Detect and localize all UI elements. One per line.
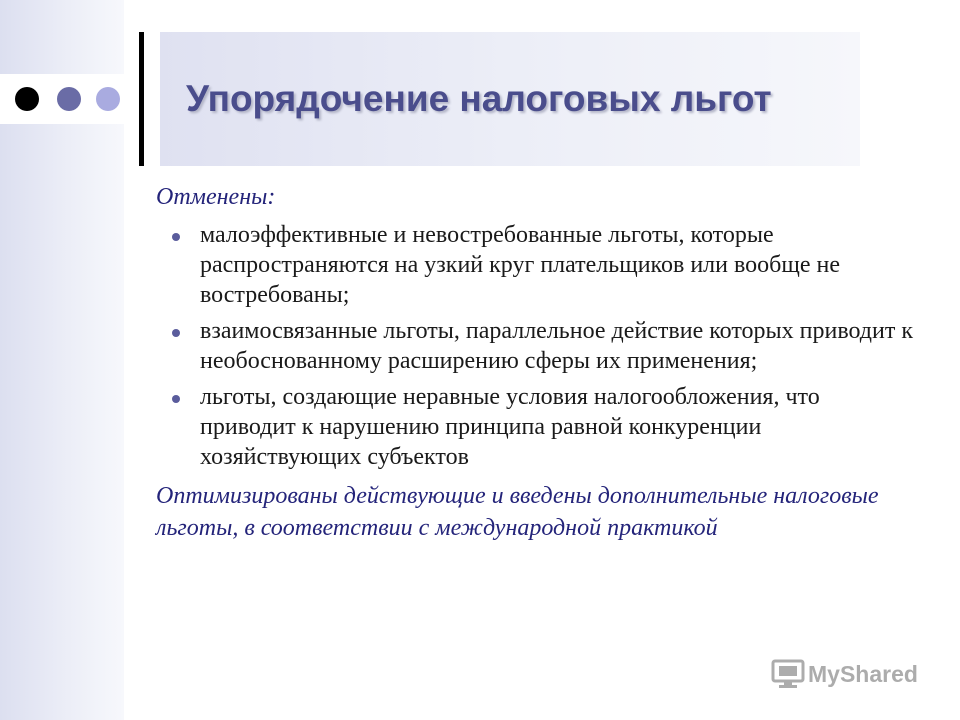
bullet-list <box>156 220 916 472</box>
watermark-text: MyShared <box>808 660 918 687</box>
closing-statement: Оптимизированы действующие и введены дополнительные налоговые льготы, в соответствии с международной практикой <box>156 483 879 541</box>
bullet-text: взаимосвязанные льготы, параллельное действие которых приводит к необоснованному расширению сферы их применения; <box>200 318 914 374</box>
bullet-text: малоэффективные и невостребованные льготы, которые распространяются на узкий круг плательщиков или вообще не востребованы; <box>200 222 840 308</box>
bullet-item <box>156 316 916 376</box>
decor-dot-black <box>15 87 39 111</box>
slide-content <box>156 182 916 544</box>
bullet-dot-icon <box>172 329 180 337</box>
decor-dot-light <box>96 87 120 111</box>
section-heading: Отменены: <box>156 184 276 210</box>
title-divider-line <box>139 32 144 166</box>
decor-dot-medium <box>57 87 81 111</box>
bullet-dot-icon <box>172 395 180 403</box>
slide-title: Упорядочение налоговых льгот <box>186 78 772 119</box>
watermark <box>770 655 918 693</box>
bullet-dot-icon <box>172 233 180 241</box>
monitor-logo-icon <box>770 656 806 692</box>
bullet-text: льготы, создающие неравные условия налогообложения, что приводит к нарушению принципа равной конкуренции хозяйствующих субъектов <box>200 384 820 470</box>
bullet-item <box>156 382 916 472</box>
bullet-item <box>156 220 916 310</box>
